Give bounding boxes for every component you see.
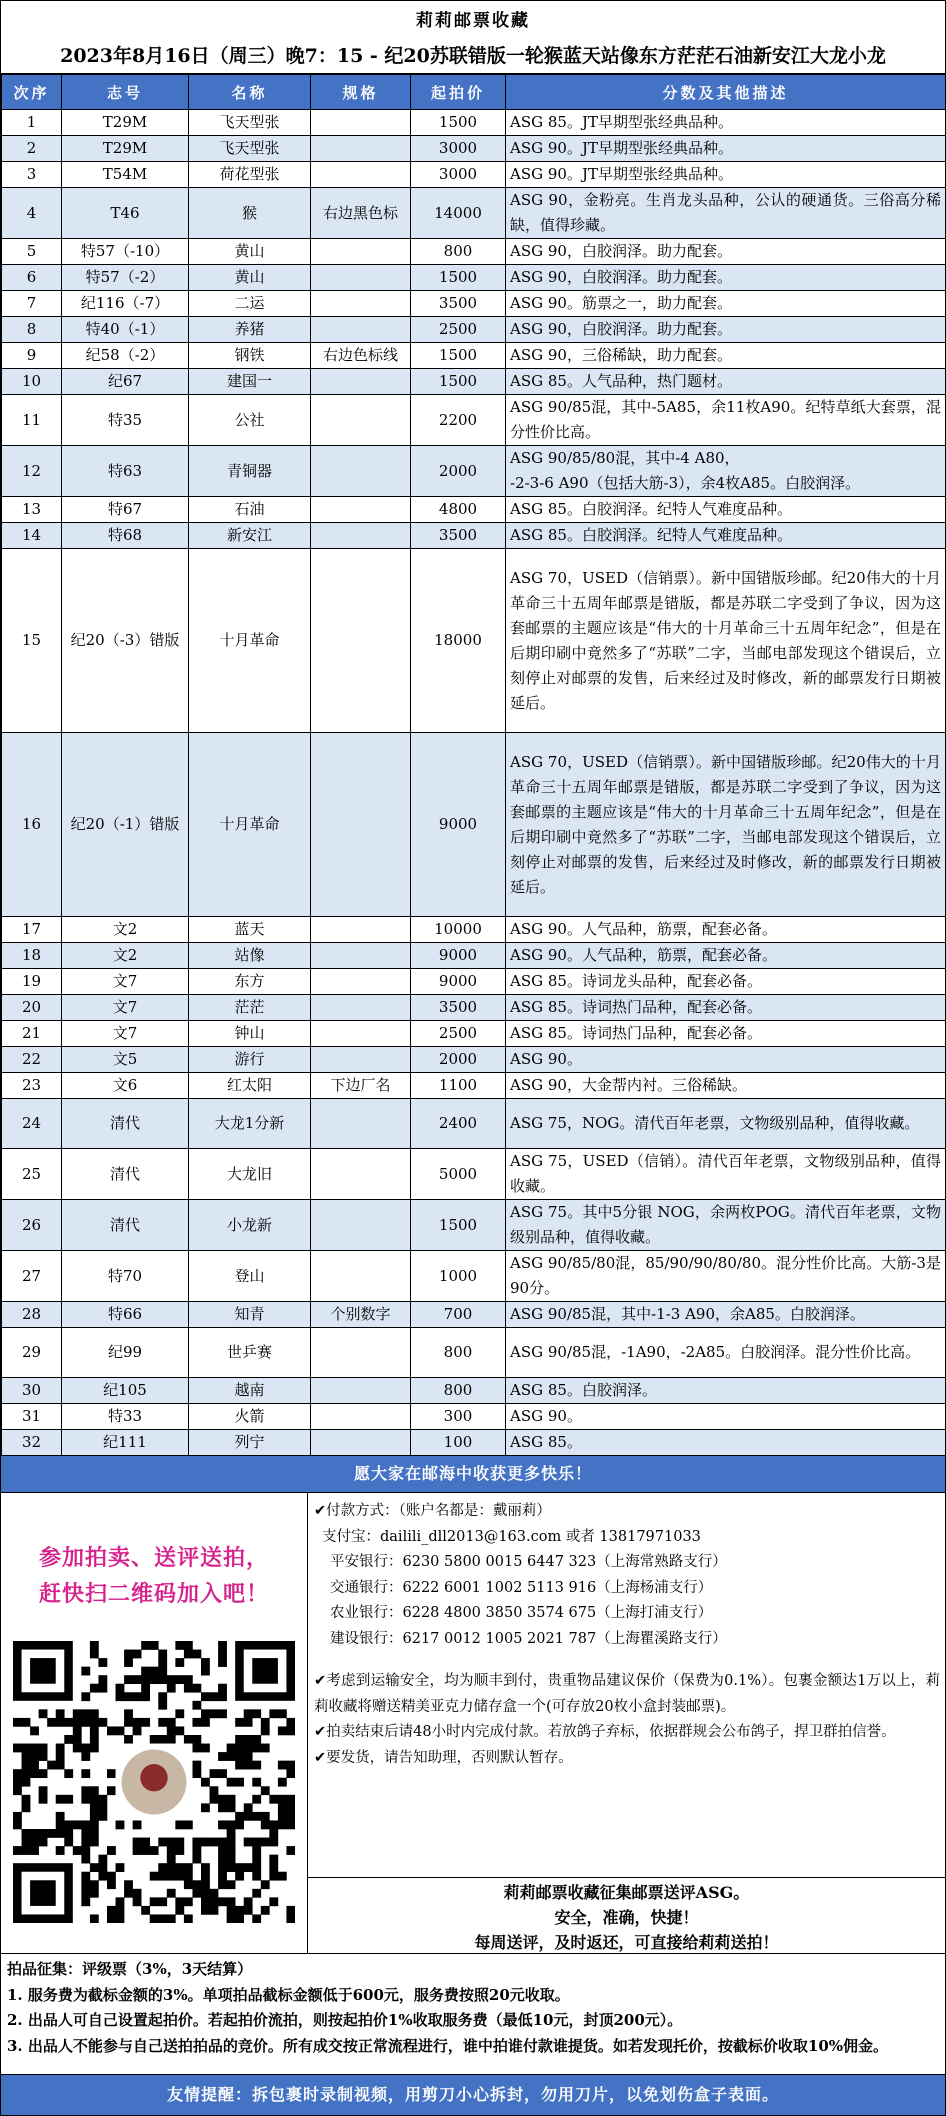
lot-description: ASG 85。诗词龙头品种，配套必备。 <box>506 969 946 995</box>
stamp-name: 登山 <box>189 1251 311 1302</box>
starting-price: 18000 <box>411 549 506 733</box>
table-row <box>2 497 946 523</box>
stamp-name: 钟山 <box>189 1021 311 1047</box>
stamp-spec <box>311 917 411 943</box>
lot-number: 31 <box>2 1404 62 1430</box>
starting-price: 5000 <box>411 1149 506 1200</box>
table-row <box>2 995 946 1021</box>
starting-price: 300 <box>411 1404 506 1430</box>
lot-number: 11 <box>2 395 62 446</box>
table-row <box>2 1073 946 1099</box>
starting-price: 4800 <box>411 497 506 523</box>
stamp-name: 火箭 <box>189 1404 311 1430</box>
table-row <box>2 917 946 943</box>
stamp-name: 知青 <box>189 1302 311 1328</box>
shipping-note: ✔考虑到运输安全，均为顺丰到付，贵重物品建议保价（保费为0.1%）。包裹金额达1万以上，莉莉收藏将赠送精美亚克力储存盒一个(可存放20枚小盒封装邮票)。 <box>314 1673 940 1715</box>
lot-description: ASG 70，USED（信销票）。新中国错版珍邮。纪20伟大的十月革命三十五周年邮票是错版，都是苏联二字受到了争议，因为这套邮票的主题应该是“伟大的十月革命三十五周年纪念”，但是在后期印刷中竟然多了“苏联”二字，当邮电部发现这个错误后，立刻停止对邮票的发售，后来经过及时修改，新的邮票发行日期被延后。 <box>506 733 946 917</box>
stamp-code: 特40（-1） <box>62 317 189 343</box>
collection-notice <box>308 1877 945 1953</box>
starting-price: 10000 <box>411 917 506 943</box>
lot-description: ASG 90。人气品种，筋票，配套必备。 <box>506 917 946 943</box>
stamp-spec <box>311 1200 411 1251</box>
stamp-code: 文7 <box>62 1021 189 1047</box>
lot-number: 20 <box>2 995 62 1021</box>
lot-number: 18 <box>2 943 62 969</box>
stamp-code: T29M <box>62 136 189 162</box>
collect-line-3: 每周送评，及时返还，可直接给莉莉送拍！ <box>474 1933 779 1952</box>
stamp-spec <box>311 1047 411 1073</box>
stamp-code: 清代 <box>62 1099 189 1149</box>
stamp-spec <box>311 369 411 395</box>
starting-price: 2400 <box>411 1099 506 1149</box>
stamp-code: 文2 <box>62 917 189 943</box>
lot-number: 23 <box>2 1073 62 1099</box>
lot-description: ASG 85。人气品种，热门题材。 <box>506 369 946 395</box>
table-row <box>2 188 946 239</box>
stamp-name: 黄山 <box>189 239 311 265</box>
starting-price: 9000 <box>411 733 506 917</box>
starting-price: 2200 <box>411 395 506 446</box>
stamp-spec <box>311 136 411 162</box>
stamp-name: 猴 <box>189 188 311 239</box>
table-row <box>2 1149 946 1200</box>
auction-subtitle: 2023年8月16日（周三）晚7：15 - 纪20苏联错版一轮猴蓝天站像东方茫茫石油新安江大龙小龙 <box>1 39 945 74</box>
stamp-name: 公社 <box>189 395 311 446</box>
consignment-rules <box>1 1954 945 2059</box>
stamp-name: 红太阳 <box>189 1073 311 1099</box>
stamp-spec <box>311 1099 411 1149</box>
stamp-spec <box>311 239 411 265</box>
stamp-code: 纪67 <box>62 369 189 395</box>
lot-description: ASG 85。白胶润泽。 <box>506 1378 946 1404</box>
table-row <box>2 943 946 969</box>
stamp-code: 纪105 <box>62 1378 189 1404</box>
stamp-code: 纪20（-1）错版 <box>62 733 189 917</box>
lot-number: 21 <box>2 1021 62 1047</box>
table-row <box>2 969 946 995</box>
lot-description: ASG 90/85/80混，85/90/90/80/80。混分性价比高。大筋-3是90分。 <box>506 1251 946 1302</box>
lot-number: 7 <box>2 291 62 317</box>
stamp-spec <box>311 1378 411 1404</box>
lot-description: ASG 85。JT早期型张经典品种。 <box>506 110 946 136</box>
starting-price: 1500 <box>411 343 506 369</box>
table-row <box>2 162 946 188</box>
lot-description: ASG 90/85混，-1A90，-2A85。白胶润泽。混分性价比高。 <box>506 1328 946 1378</box>
lot-description: ASG 85。诗词热门品种，配套必备。 <box>506 995 946 1021</box>
lot-number: 26 <box>2 1200 62 1251</box>
stamp-code: 清代 <box>62 1149 189 1200</box>
payment-heading: ✔付款方式：（账户名都是：戴丽莉） <box>314 1503 551 1519</box>
column-header-name: 名称 <box>189 75 311 110</box>
page-title: 莉莉邮票收藏 <box>416 11 530 31</box>
lot-number: 1 <box>2 110 62 136</box>
lot-number: 10 <box>2 369 62 395</box>
stamp-spec <box>311 1328 411 1378</box>
stamp-spec: 右边色标线 <box>311 343 411 369</box>
stamp-spec <box>311 549 411 733</box>
column-header-desc: 分数及其他描述 <box>506 75 946 110</box>
stamp-spec <box>311 446 411 497</box>
table-row <box>2 291 946 317</box>
stamp-spec <box>311 969 411 995</box>
table-row <box>2 265 946 291</box>
column-header-spec: 规格 <box>311 75 411 110</box>
table-row <box>2 733 946 917</box>
starting-price: 3000 <box>411 162 506 188</box>
bank-account: 建设银行：6217 0012 1005 2021 787（上海瞿溪路支行） <box>330 1630 727 1647</box>
starting-price: 9000 <box>411 969 506 995</box>
stamp-spec <box>311 1251 411 1302</box>
stamp-code: 纪99 <box>62 1328 189 1378</box>
lot-description: ASG 90，三俗稀缺，助力配套。 <box>506 343 946 369</box>
starting-price: 3000 <box>411 136 506 162</box>
stamp-code: 特70 <box>62 1251 189 1302</box>
lot-number: 28 <box>2 1302 62 1328</box>
stamp-code: 特68 <box>62 523 189 549</box>
stamp-name: 飞天型张 <box>189 110 311 136</box>
table-row <box>2 1404 946 1430</box>
stamp-code: 特66 <box>62 1302 189 1328</box>
starting-price: 1500 <box>411 1200 506 1251</box>
reminder-footer: 友情提醒：拆包裹时录制视频，用剪刀小心拆封，勿用刀片，以免划伤盒子表面。 <box>1 2074 945 2115</box>
lot-description: ASG 90/85混，其中-1-3 A90，余A85。白胶润泽。 <box>506 1302 946 1328</box>
stamp-name: 黄山 <box>189 265 311 291</box>
stamp-name: 飞天型张 <box>189 136 311 162</box>
table-row <box>2 1047 946 1073</box>
rule-item: 2. 出品人可自己设置起拍价。若起拍价流拍，则按起拍价1%收取服务费（最低10元，封顶200元）。 <box>7 2011 683 2029</box>
lot-number: 4 <box>2 188 62 239</box>
starting-price: 700 <box>411 1302 506 1328</box>
table-row <box>2 1302 946 1328</box>
starting-price: 1000 <box>411 1251 506 1302</box>
collect-line-1: 莉莉邮票收藏征集邮票送评ASG。 <box>503 1883 750 1902</box>
stamp-code: 清代 <box>62 1200 189 1251</box>
lot-description: ASG 90。JT早期型张经典品种。 <box>506 136 946 162</box>
lot-table <box>1 74 946 1456</box>
starting-price: 2500 <box>411 317 506 343</box>
column-header-code: 志号 <box>62 75 189 110</box>
lot-description: ASG 90，白胶润泽。助力配套。 <box>506 317 946 343</box>
lot-description: ASG 90/85/80混，其中-4 A80， -2-3-6 A90（包括大筋-3），余4枚A85。白胶润泽。 <box>506 446 946 497</box>
stamp-name: 小龙新 <box>189 1200 311 1251</box>
stamp-name: 十月革命 <box>189 733 311 917</box>
lot-description: ASG 75。其中5分银 NOG，余两枚POG。清代百年老票，文物级别品种，值得收藏。 <box>506 1200 946 1251</box>
starting-price: 14000 <box>411 188 506 239</box>
lot-number: 16 <box>2 733 62 917</box>
rules-heading: 拍品征集：评级票（3%，3天结算） <box>7 1960 253 1978</box>
lot-number: 3 <box>2 162 62 188</box>
stamp-name: 大龙旧 <box>189 1149 311 1200</box>
stamp-code: 文5 <box>62 1047 189 1073</box>
stamp-name: 站像 <box>189 943 311 969</box>
collect-line-2: 安全，准确，快捷！ <box>554 1908 699 1927</box>
stamp-name: 二运 <box>189 291 311 317</box>
starting-price: 800 <box>411 239 506 265</box>
lot-number: 5 <box>2 239 62 265</box>
stamp-code: 文2 <box>62 943 189 969</box>
delivery-note: ✔要发货，请告知助理，否则默认暂存。 <box>314 1749 573 1766</box>
stamp-spec <box>311 1430 411 1456</box>
stamp-spec: 个别数字 <box>311 1302 411 1328</box>
stamp-code: 特63 <box>62 446 189 497</box>
stamp-spec <box>311 1404 411 1430</box>
lot-number: 9 <box>2 343 62 369</box>
lot-description: ASG 90。筋票之一，助力配套。 <box>506 291 946 317</box>
lot-description: ASG 90。 <box>506 1047 946 1073</box>
lot-number: 22 <box>2 1047 62 1073</box>
stamp-spec <box>311 497 411 523</box>
stamp-name: 大龙1分新 <box>189 1099 311 1149</box>
stamp-code: 文7 <box>62 995 189 1021</box>
lot-description: ASG 90/85混，其中-5A85，余11枚A90。纪特草纸大套票，混分性价比高。 <box>506 395 946 446</box>
lot-number: 2 <box>2 136 62 162</box>
lot-number: 25 <box>2 1149 62 1200</box>
starting-price: 3500 <box>411 291 506 317</box>
stamp-spec <box>311 317 411 343</box>
promo-line-1: 参加拍卖、送评送拍， <box>38 1545 269 1571</box>
stamp-name: 建国一 <box>189 369 311 395</box>
rule-item: 3. 出品人不能参与自己送拍拍品的竞价。所有成交按正常流程进行，谁中拍谁付款谁提货。如若发现托价，按截标价收取10%佣金。 <box>7 2036 889 2055</box>
lot-table-body <box>2 110 946 1456</box>
starting-price: 9000 <box>411 943 506 969</box>
table-row <box>2 369 946 395</box>
stamp-name: 游行 <box>189 1047 311 1073</box>
lot-description: ASG 90，金粉亮。生肖龙头品种，公认的硬通货。三俗高分稀缺，值得珍藏。 <box>506 188 946 239</box>
stamp-spec <box>311 291 411 317</box>
table-row <box>2 136 946 162</box>
stamp-code: 纪111 <box>62 1430 189 1456</box>
stamp-name: 茫茫 <box>189 995 311 1021</box>
stamp-name: 青铜器 <box>189 446 311 497</box>
lot-number: 24 <box>2 1099 62 1149</box>
lot-number: 32 <box>2 1430 62 1456</box>
stamp-spec <box>311 1149 411 1200</box>
table-row <box>2 523 946 549</box>
stamp-name: 十月革命 <box>189 549 311 733</box>
stamp-code: 特33 <box>62 1404 189 1430</box>
starting-price: 2000 <box>411 446 506 497</box>
stamp-spec <box>311 733 411 917</box>
lot-description: ASG 90。 <box>506 1404 946 1430</box>
column-header-price: 起拍价 <box>411 75 506 110</box>
starting-price: 1100 <box>411 1073 506 1099</box>
table-row <box>2 446 946 497</box>
lot-number: 17 <box>2 917 62 943</box>
stamp-spec <box>311 523 411 549</box>
promo-panel <box>1 1493 308 1953</box>
column-header-no: 次序 <box>2 75 62 110</box>
stamp-name: 列宁 <box>189 1430 311 1456</box>
stamp-code: 纪58（-2） <box>62 343 189 369</box>
stamp-code: 纪20（-3）错版 <box>62 549 189 733</box>
stamp-code: T29M <box>62 110 189 136</box>
payment-panel <box>308 1493 945 1953</box>
lot-description: ASG 90，白胶润泽。助力配套。 <box>506 239 946 265</box>
stamp-code: T54M <box>62 162 189 188</box>
lot-description: ASG 90，大金帮内衬。三俗稀缺。 <box>506 1073 946 1099</box>
starting-price: 1500 <box>411 110 506 136</box>
starting-price: 2000 <box>411 1047 506 1073</box>
stamp-code: 特67 <box>62 497 189 523</box>
starting-price: 2500 <box>411 1021 506 1047</box>
bank-account: 平安银行：6230 5800 0015 6447 323（上海常熟路支行） <box>330 1554 727 1570</box>
stamp-spec <box>311 265 411 291</box>
table-row <box>2 1251 946 1302</box>
payment-deadline-note: ✔拍卖结束后请48小时内完成付款。若放鸽子弃标，依据群规会公布鸽子，捍卫群拍信誉。 <box>314 1724 896 1740</box>
lot-number: 19 <box>2 969 62 995</box>
promo-line-2: 赶快扫二维码加入吧！ <box>38 1581 269 1607</box>
lot-number: 15 <box>2 549 62 733</box>
starting-price: 3500 <box>411 995 506 1021</box>
qr-code-icon[interactable] <box>13 1641 295 1923</box>
bank-account: 交通银行：6222 6001 1002 5113 916（上海杨浦支行） <box>330 1579 713 1596</box>
stamp-code: 特35 <box>62 395 189 446</box>
lot-description: ASG 85。诗词热门品种，配套必备。 <box>506 1021 946 1047</box>
alipay-account: 支付宝：dailili_dll2013@163.com 或者 13817971033 <box>322 1528 701 1545</box>
table-row <box>2 1099 946 1149</box>
starting-price: 800 <box>411 1328 506 1378</box>
table-row <box>2 343 946 369</box>
lot-number: 29 <box>2 1328 62 1378</box>
lot-number: 8 <box>2 317 62 343</box>
table-row <box>2 110 946 136</box>
starting-price: 1500 <box>411 265 506 291</box>
lot-description: ASG 90。人气品种，筋票，配套必备。 <box>506 943 946 969</box>
lot-number: 30 <box>2 1378 62 1404</box>
lot-description: ASG 70，USED（信销票）。新中国错版珍邮。纪20伟大的十月革命三十五周年邮票是错版，都是苏联二字受到了争议，因为这套邮票的主题应该是“伟大的十月革命三十五周年纪念”，但是在后期印刷中竟然多了“苏联”二字，当邮电部发现这个错误后，立刻停止对邮票的发售，后来经过及时修改，新的邮票发行日期被延后。 <box>506 549 946 733</box>
stamp-code: 文6 <box>62 1073 189 1099</box>
lot-number: 6 <box>2 265 62 291</box>
stamp-spec <box>311 943 411 969</box>
stamp-spec <box>311 110 411 136</box>
starting-price: 100 <box>411 1430 506 1456</box>
table-row <box>2 395 946 446</box>
stamp-name: 养猪 <box>189 317 311 343</box>
lot-description: ASG 90，白胶润泽。助力配套。 <box>506 265 946 291</box>
lot-description: ASG 75，USED（信销）。清代百年老票，文物级别品种，值得收藏。 <box>506 1149 946 1200</box>
stamp-code: T46 <box>62 188 189 239</box>
table-row <box>2 317 946 343</box>
table-row <box>2 549 946 733</box>
stamp-spec <box>311 995 411 1021</box>
stamp-code: 特57（-2） <box>62 265 189 291</box>
stamp-name: 越南 <box>189 1378 311 1404</box>
stamp-name: 石油 <box>189 497 311 523</box>
stamp-spec: 右边黑色标 <box>311 188 411 239</box>
stamp-spec: 下边厂名 <box>311 1073 411 1099</box>
stamp-spec <box>311 395 411 446</box>
rule-item: 1. 服务费为截标金额的3%。单项拍品截标金额低于600元，服务费按照20元收取。 <box>7 1985 570 2004</box>
table-row <box>2 239 946 265</box>
lot-description: ASG 90。JT早期型张经典品种。 <box>506 162 946 188</box>
stamp-code: 特57（-10） <box>62 239 189 265</box>
stamp-name: 东方 <box>189 969 311 995</box>
stamp-name: 钢铁 <box>189 343 311 369</box>
bank-account: 农业银行：6228 4800 3850 3574 675（上海打浦支行） <box>330 1605 713 1621</box>
stamp-name: 荷花型张 <box>189 162 311 188</box>
stamp-name: 新安江 <box>189 523 311 549</box>
stamp-spec <box>311 162 411 188</box>
table-header-row <box>2 75 946 110</box>
stamp-name: 世乒赛 <box>189 1328 311 1378</box>
lot-description: ASG 75，NOG。清代百年老票，文物级别品种，值得收藏。 <box>506 1099 946 1149</box>
wish-banner: 愿大家在邮海中收获更多快乐！ <box>1 1456 945 1493</box>
lot-number: 27 <box>2 1251 62 1302</box>
lot-number: 12 <box>2 446 62 497</box>
lot-number: 13 <box>2 497 62 523</box>
stamp-code: 纪116（-7） <box>62 291 189 317</box>
table-row <box>2 1378 946 1404</box>
table-row <box>2 1430 946 1456</box>
lot-number: 14 <box>2 523 62 549</box>
stamp-spec <box>311 1021 411 1047</box>
lot-description: ASG 85。白胶润泽。纪特人气难度品种。 <box>506 523 946 549</box>
starting-price: 3500 <box>411 523 506 549</box>
starting-price: 1500 <box>411 369 506 395</box>
lot-description: ASG 85。 <box>506 1430 946 1456</box>
payment-info <box>314 1499 940 1771</box>
table-row <box>2 1328 946 1378</box>
table-row <box>2 1200 946 1251</box>
stamp-code: 文7 <box>62 969 189 995</box>
info-section <box>1 1493 945 1954</box>
starting-price: 800 <box>411 1378 506 1404</box>
table-row <box>2 1021 946 1047</box>
stamp-name: 蓝天 <box>189 917 311 943</box>
lot-description: ASG 85。白胶润泽。纪特人气难度品种。 <box>506 497 946 523</box>
